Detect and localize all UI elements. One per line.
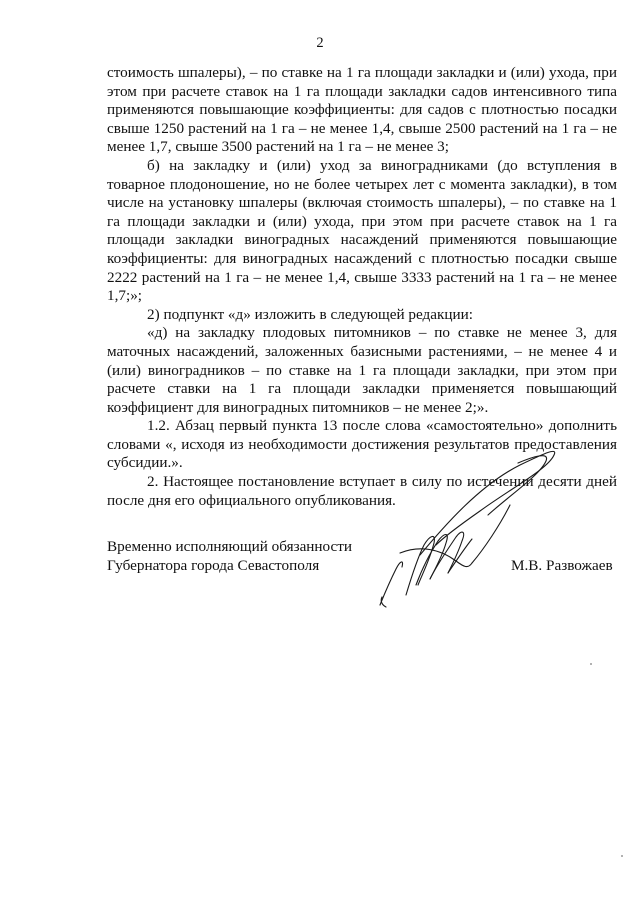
page-number: 2 [316,35,324,51]
paragraph-subitem-2: 2) подпункт «д» изложить в следующей редакции: [147,305,473,323]
document-body [107,64,617,510]
signatory-title [107,537,352,575]
paragraph-continuation: стоимость шпалеры), – по ставке на 1 га площади закладки и (или) ухода, при этом при расчете ставок на 1 га площади закладки садов интенсивного типа применяются повышающие коэффициенты: для садов с плотностью посадки свыше 1250 растений на 1 га – не менее 1,4, свыше 2500 растений на 1 га – не менее 1,7, свыше 3500 растений на 1 га – не менее 3; [107,64,617,156]
signatory-title-line1: Временно исполняющий обязанности [107,538,353,555]
paragraph-item-b: б) на закладку и (или) уход за виноградниками (до вступления в товарное плодоношение, но не более четырех лет с момента закладки), в том числе на установку шпалеры (включая стоимость шпалеры), – по ставке на 1 га площади закладки и (или) ухода, при этом при расчете ставок на 1 га площади закладки виноградных насаждений применяются повышающие коэффициенты: для виноградных насаждений с плотностью посадки свыше 2222 растений на 1 га – не менее 1,4, свыше 3333 растений на 1 га – не менее 1,7;»; [107,156,617,305]
signatory-name: М.В. Развожаев [511,557,613,574]
paragraph-item-d: «д) на закладку плодовых питомников – по ставке не менее 3, для маточных насаждений, заложенных базисными растениями, – не менее 4 и (или) виноградников – по ставке на 1 га площади закладки, при этом при расчете ставки на 1 га площади закладки применяется повышающий коэффициент для виноградных питомников – не менее 2;». [107,324,617,416]
signatory-title-line2: Губернатора города Севастополя [107,557,320,574]
scan-speck [590,663,592,665]
handwritten-signature [360,445,560,620]
scan-speck [621,855,623,857]
paragraph-2: 2. Настоящее постановление вступает в силу по истечении десяти дней после дня его официального опубликования. [107,473,617,509]
paragraph-1-2: 1.2. Абзац первый пункта 13 после слова «самостоятельно» дополнить словами «, исходя из необходимости достижения результатов предоставления субсидии.». [107,417,617,472]
